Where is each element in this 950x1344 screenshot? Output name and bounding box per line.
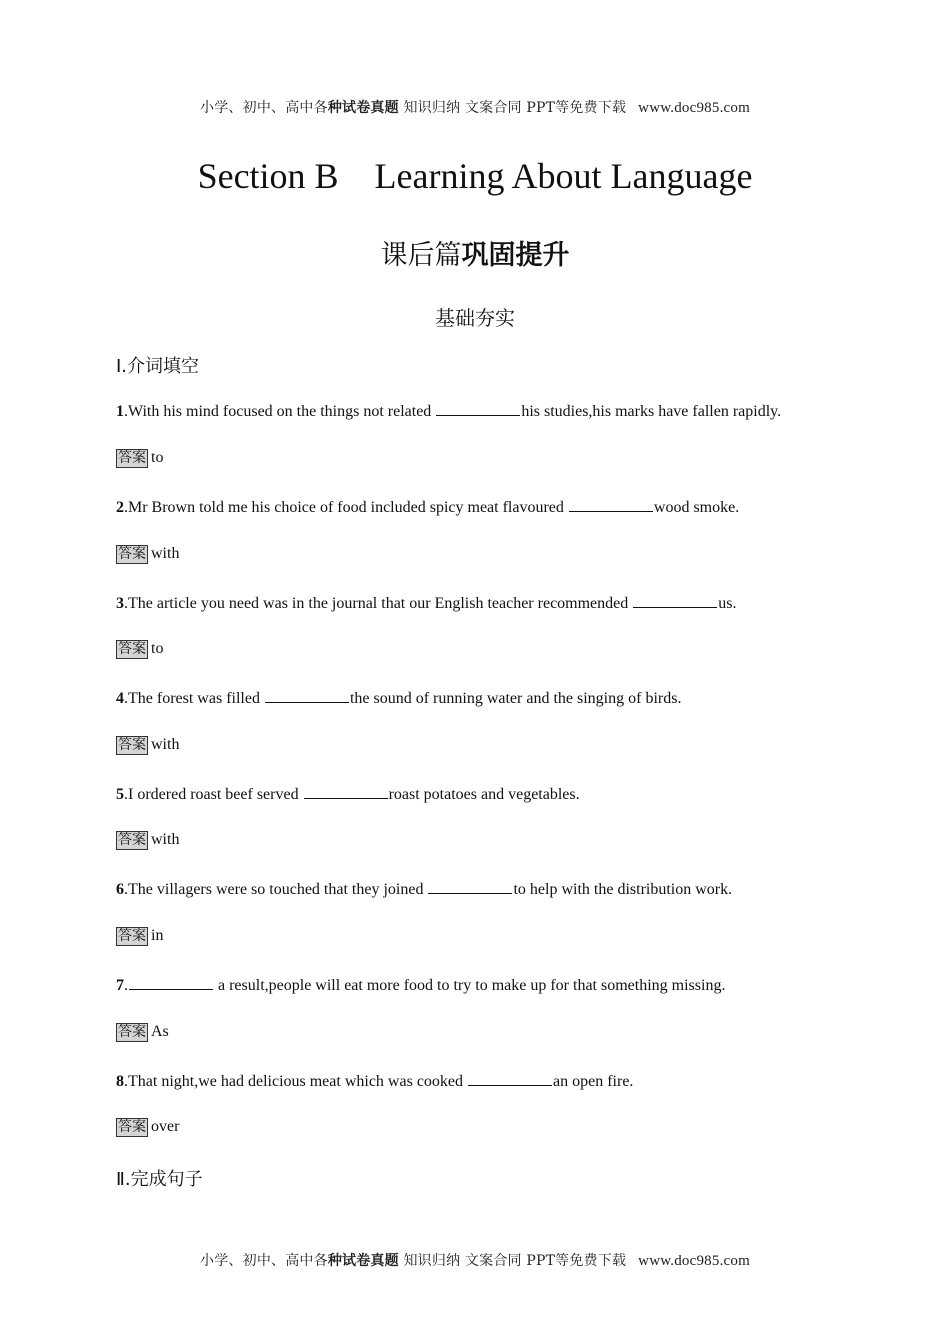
section-numeral: Ⅱ.: [116, 1169, 131, 1190]
question-number: 8: [116, 1073, 124, 1090]
question-number: 3: [116, 595, 124, 612]
answer-value: with: [151, 831, 180, 848]
answer-value: in: [151, 927, 164, 944]
answer-value: to: [151, 640, 164, 657]
answer-blank[interactable]: [468, 1071, 552, 1086]
answer-row: [116, 736, 179, 755]
answer-blank[interactable]: [304, 784, 388, 799]
banner-text: 小学、初中、高中各: [200, 1253, 328, 1269]
answer-tag: 答案: [118, 450, 146, 466]
section-heading-1: [116, 352, 199, 378]
answer-tag: 答案: [118, 928, 146, 944]
question-number: 7: [116, 977, 124, 994]
question-text: .With his mind focused on the things not related: [124, 403, 436, 420]
answer-row: [116, 545, 179, 564]
answer-tag: 答案: [118, 832, 146, 848]
question-text: wood smoke.: [653, 499, 740, 516]
answer-tag: 答案: [118, 1119, 146, 1135]
answer-tag: 答案: [118, 546, 146, 562]
subtitle-normal: 课后篇: [380, 240, 462, 271]
banner-text-bold: 种试卷真题: [327, 100, 399, 116]
question-item: [116, 593, 737, 613]
question-item: [116, 688, 681, 708]
question-text: his studies,his marks have fallen rapidly.: [521, 403, 782, 420]
question-text: .: [124, 977, 128, 994]
question-text: .The villagers were so touched that they joined: [124, 881, 428, 898]
page-title: Section B Learning About Language: [197, 156, 753, 196]
answer-row: [116, 640, 163, 659]
answer-tag: 答案: [118, 1024, 146, 1040]
banner-text: 知识归纳 文案合同 PPT等免费下载: [398, 1253, 627, 1269]
answer-blank[interactable]: [265, 688, 349, 703]
question-text: to help with the distribution work.: [513, 881, 733, 898]
question-text: a result,people will eat more food to try to make up for that something missing.: [214, 977, 726, 994]
header-banner: [0, 97, 950, 117]
answer-row: [116, 1023, 169, 1042]
answer-value: with: [151, 545, 180, 562]
answer-blank[interactable]: [436, 401, 520, 416]
section-numeral: Ⅰ.: [116, 356, 128, 377]
banner-site-link[interactable]: www.doc985.com: [638, 1253, 750, 1269]
banner-text-bold: 种试卷真题: [327, 1253, 399, 1269]
question-text: .That night,we had delicious meat which was cooked: [124, 1073, 468, 1090]
question-number: 1: [116, 403, 124, 420]
section-label: 介词填空: [127, 356, 200, 377]
question-number: 4: [116, 690, 124, 707]
question-text: .The forest was filled: [124, 690, 264, 707]
question-text: roast potatoes and vegetables.: [388, 786, 580, 803]
answer-value: to: [151, 449, 164, 466]
answer-row: [116, 1118, 179, 1137]
level-heading: 基础夯实: [435, 306, 515, 330]
question-number: 6: [116, 881, 124, 898]
footer-banner: [0, 1250, 950, 1270]
answer-row: [116, 927, 163, 946]
question-item: [116, 401, 781, 421]
page-subtitle: [0, 233, 950, 272]
answer-blank[interactable]: [633, 593, 717, 608]
section-heading-2: [116, 1165, 203, 1191]
answer-tag: 答案: [118, 641, 146, 657]
question-number: 5: [116, 786, 124, 803]
question-item: [116, 497, 739, 517]
answer-blank[interactable]: [129, 975, 213, 990]
question-number: 2: [116, 499, 124, 516]
answer-blank[interactable]: [428, 879, 512, 894]
question-text: the sound of running water and the singing of birds.: [349, 690, 682, 707]
answer-row: [116, 831, 179, 850]
answer-tag: 答案: [118, 737, 146, 753]
section-label: 完成句子: [130, 1169, 203, 1190]
answer-blank[interactable]: [569, 497, 653, 512]
answer-value: with: [151, 736, 180, 753]
question-text: an open fire.: [553, 1073, 634, 1090]
banner-text: 知识归纳 文案合同 PPT等免费下载: [398, 100, 627, 116]
question-text: .The article you need was in the journal that our English teacher recommended: [124, 595, 633, 612]
banner-text: 小学、初中、高中各: [200, 100, 328, 116]
subtitle-bold: 巩固提升: [461, 240, 570, 271]
banner-site-link[interactable]: www.doc985.com: [638, 100, 750, 116]
question-item: [116, 879, 732, 899]
question-text: .I ordered roast beef served: [124, 786, 303, 803]
question-item: [116, 1071, 633, 1091]
question-item: [116, 784, 580, 804]
question-item: [116, 975, 725, 995]
question-text: us.: [718, 595, 737, 612]
question-text: .Mr Brown told me his choice of food included spicy meat flavoured: [124, 499, 568, 516]
answer-value: over: [151, 1118, 180, 1135]
answer-row: [116, 449, 163, 468]
answer-value: As: [151, 1023, 169, 1040]
